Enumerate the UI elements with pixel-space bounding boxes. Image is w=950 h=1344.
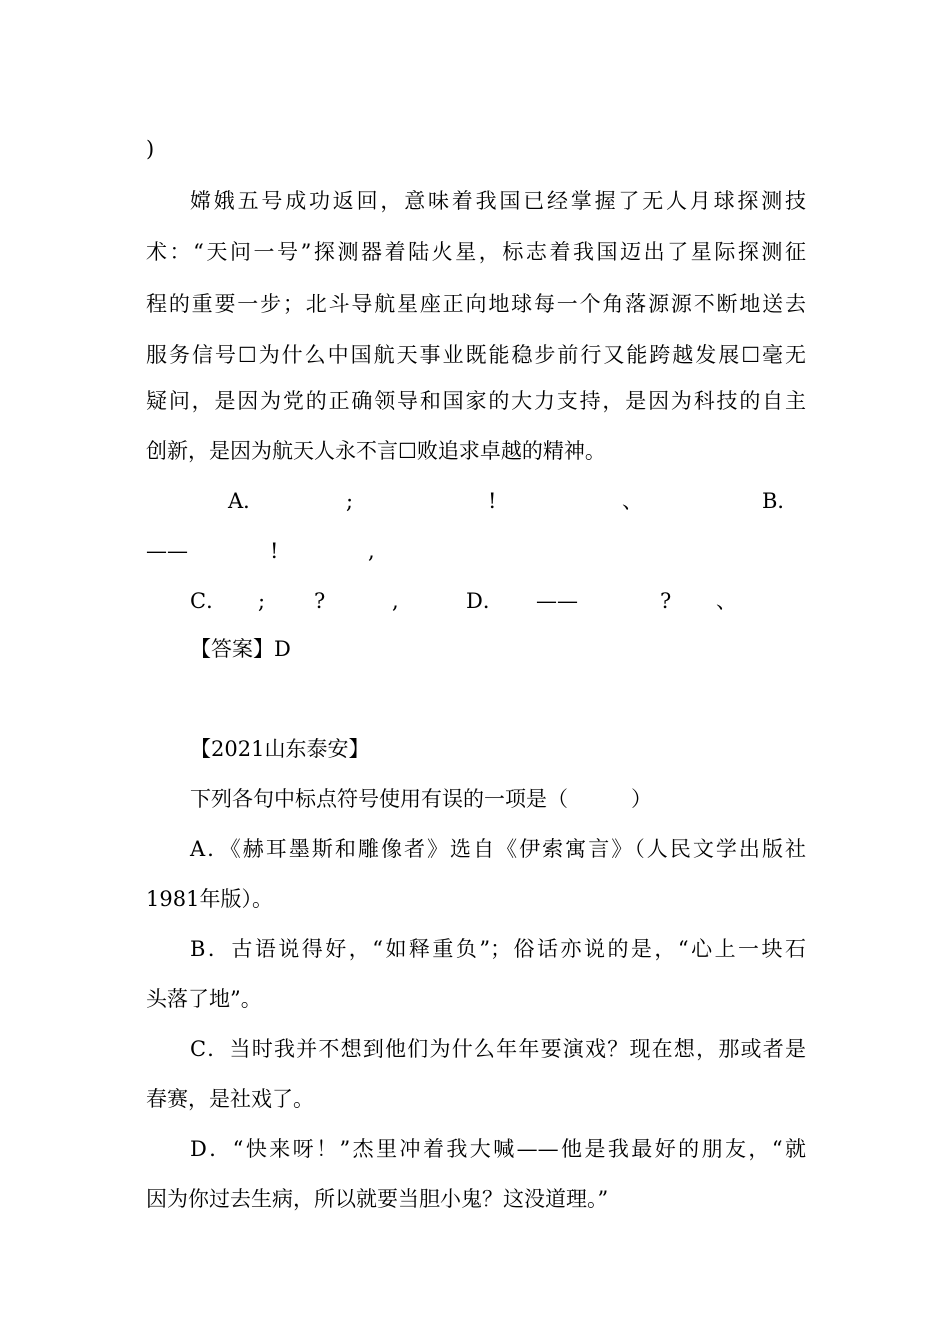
option-a-mark-2: !: [488, 489, 497, 513]
answer-line: 【答案】D: [190, 637, 291, 661]
q2-option-c-line-1: C．当时我并不想到他们为什么年年要演戏？现在想，那或者是: [190, 1037, 806, 1061]
option-c-mark-1: ;: [258, 589, 266, 613]
q2-option-b-line-1: B．古语说得好，“如释重负”；俗话亦说的是，“心上一块石: [190, 937, 806, 961]
question-source: 【2021山东泰安】: [190, 737, 370, 761]
option-d-mark-3: 、: [716, 589, 737, 613]
passage-line-6: 创新，是因为航天人永不言☐败追求卓越的精神。: [146, 439, 606, 463]
q2-option-c-line-2: 春赛，是社戏了。: [146, 1087, 314, 1111]
option-d-mark-2: ?: [660, 589, 672, 613]
option-c-mark-2: ?: [314, 589, 326, 613]
question-paren-close: ): [146, 137, 155, 161]
option-b-mark-2: !: [270, 539, 279, 563]
option-c-mark-3: ,: [392, 589, 399, 613]
passage-line-2: 术：“天问一号”探测器着陆火星，标志着我国迈出了星际探测征: [146, 240, 806, 264]
passage-line-3: 程的重要一步；北斗导航星座正向地球每一个角落源源不断地送去: [146, 292, 806, 316]
question-stem: 下列各句中标点符号使用有误的一项是（ ）: [190, 787, 652, 811]
q2-option-a-line-1: A．《赫耳墨斯和雕像者》选自《伊索寓言》（人民文学出版社: [190, 837, 806, 861]
option-b-label: B．: [762, 489, 799, 513]
q2-option-d-line-1: D．“快来呀！”杰里冲着我大喊——他是我最好的朋友，“就: [190, 1137, 806, 1161]
option-b-mark-3: ,: [368, 539, 375, 563]
option-a-mark-3: 、: [622, 489, 643, 513]
option-c-label: C．: [190, 589, 228, 613]
passage-line-5: 疑问，是因为党的正确领导和国家的大力支持，是因为科技的自主: [146, 389, 806, 413]
option-d-label: D．: [466, 589, 504, 613]
passage-line-1: 嫦娥五号成功返回，意味着我国已经掌握了无人月球探测技: [190, 189, 806, 213]
q2-option-a-line-2: 1981年版）。: [146, 887, 273, 911]
q2-option-b-line-2: 头落了地”。: [146, 987, 262, 1011]
q2-option-d-line-2: 因为你过去生病，所以就要当胆小鬼？这没道理。”: [146, 1187, 609, 1211]
option-a-mark-1: ;: [346, 489, 354, 513]
option-d-mark-1: ——: [536, 589, 578, 613]
option-b-mark-1: ——: [146, 539, 188, 563]
passage-line-4: 服务信号☐为什么中国航天事业既能稳步前行又能跨越发展☐毫无: [146, 343, 806, 367]
option-a-label: A．: [228, 489, 265, 513]
